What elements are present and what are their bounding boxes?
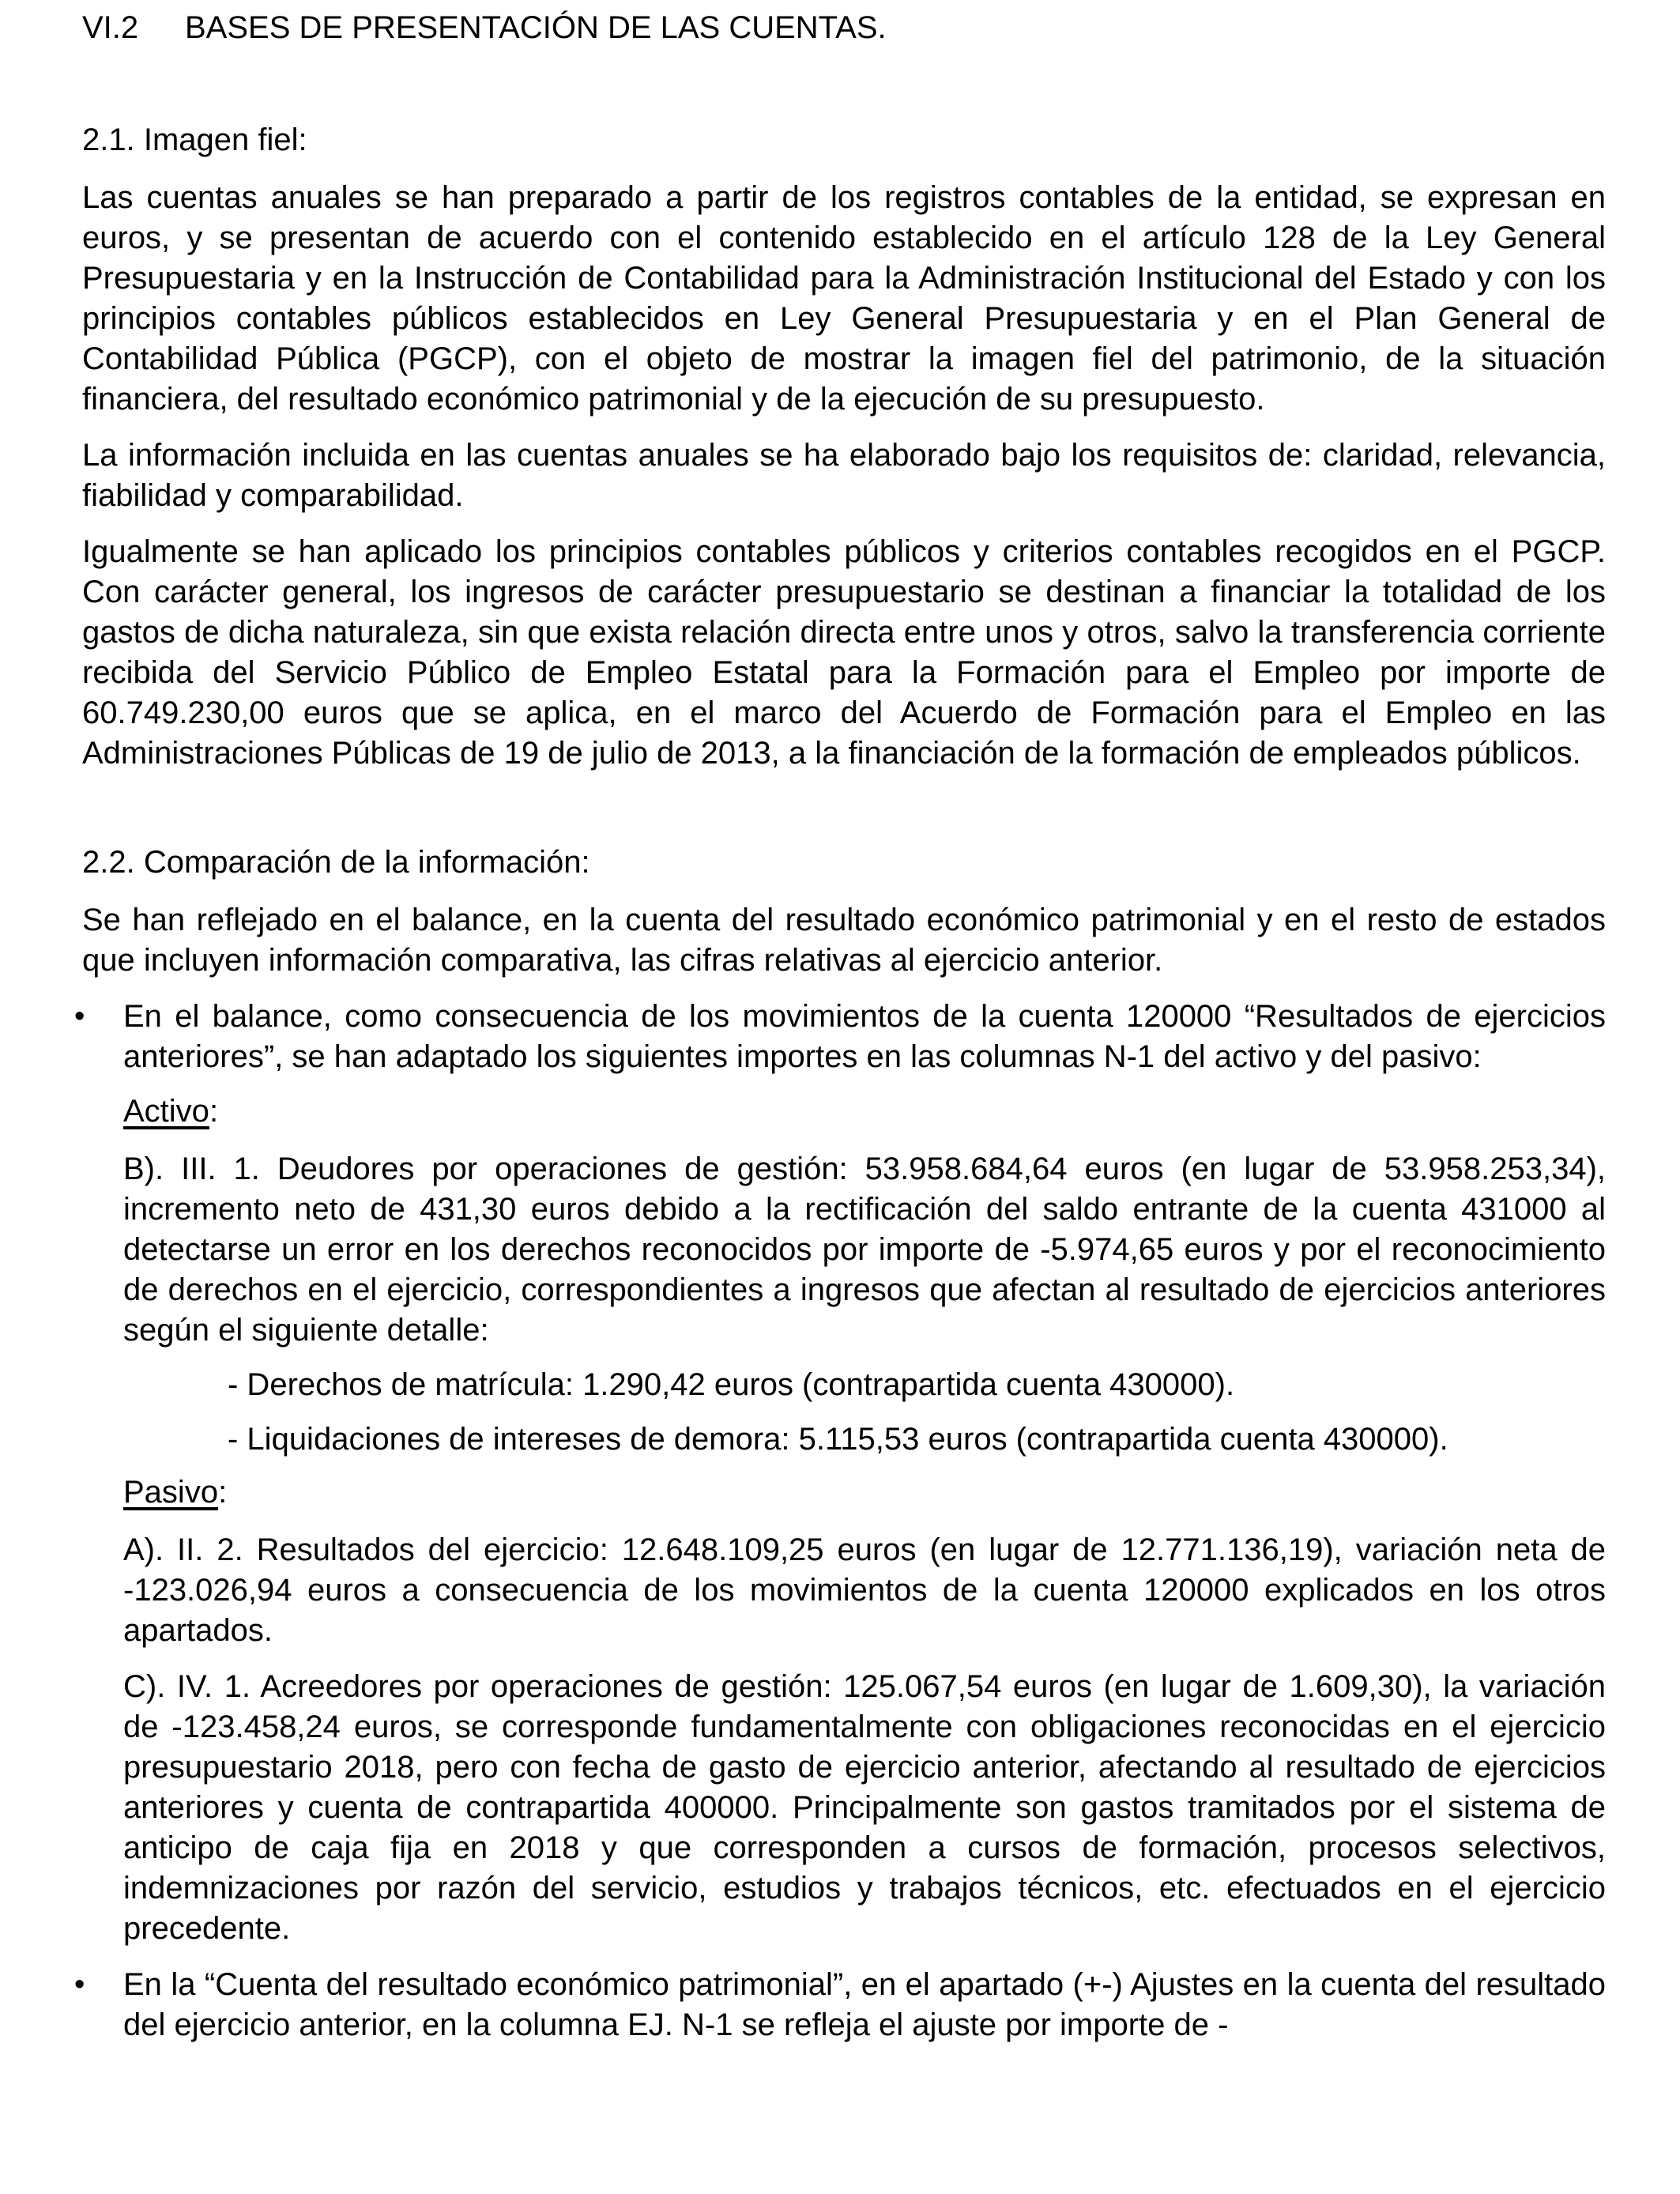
activo-heading bbox=[123, 1091, 1606, 1132]
pasivo-colon: : bbox=[218, 1475, 228, 1510]
pasivo-resultados-text: A). II. 2. Resultados del ejercicio: 12.648.109,25 euros (en lugar de 12.771.136,19), variación neta de -123.026,94 euros a consecuencia de los movimientos de la cuenta 120000 explicados en los otros apartados. bbox=[123, 1532, 1606, 1648]
section-heading-number: VI.2 bbox=[82, 10, 139, 45]
bullet-marker: • bbox=[74, 1000, 85, 1033]
bullet-cuenta-resultado-text: En la “Cuenta del resultado económico patrimonial”, en el apartado (+-) Ajustes en la cuenta del resultado del ejercicio anterior, en la columna EJ. N-1 se refleja el ajuste por importe de - bbox=[123, 1967, 1606, 2042]
document-body bbox=[74, 8, 1606, 2045]
activo-label: Activo bbox=[123, 1094, 209, 1129]
bullet-balance-text: En el balance, como consecuencia de los movimientos de la cuenta 120000 “Resultados de ejercicios anteriores”, se han adaptado los siguientes importes en las columnas N-1 del activo y del pasivo: bbox=[123, 999, 1606, 1074]
subsection-title-comparacion: 2.2. Comparación de la información: bbox=[82, 845, 590, 880]
subsection-title-imagen-fiel: 2.1. Imagen fiel: bbox=[82, 123, 307, 157]
section-heading bbox=[82, 8, 1606, 48]
pasivo-acreedores-text: C). IV. 1. Acreedores por operaciones de gestión: 125.067,54 euros (en lugar de 1.609,30), la variación de -123.458,24 euros, se corresponde fundamentalmente con obligaciones reconocidas en el ejercicio presupuestario 2018, pero con fecha de gasto de ejercicio anterior, afectando al resultado de ejercicios anteriores y cuenta de contrapartida 400000. Principalmente son gastos tramitados por el sistema de anticipo de caja fija en 2018 y que corresponden a cursos de formación, procesos selectivos, indemnizaciones por razón del servicio, estudios y trabajos técnicos, etc. efectuados en el ejercicio precedente. bbox=[123, 1669, 1606, 1946]
detail-intereses-demora: - Liquidaciones de intereses de demora: 5.115,53 euros (contrapartida cuenta 430000). bbox=[228, 1422, 1448, 1457]
paragraph-comparacion-intro: Se han reflejado en el balance, en la cuenta del resultado económico patrimonial y en el resto de estados que incluyen información comparativa, las cifras relativas al ejercicio anterior. bbox=[82, 903, 1606, 978]
pasivo-heading bbox=[123, 1472, 1606, 1513]
pasivo-label: Pasivo bbox=[123, 1475, 219, 1510]
activo-deudores-text: B). III. 1. Deudores por operaciones de gestión: 53.958.684,64 euros (en lugar de 53.958.253,34), incremento neto de 431,30 euros debido a la rectificación del saldo entrante de la cuenta 431000 al detectarse un error en los derechos reconocidos por importe de -5.974,65 euros y por el reconocimiento de derechos en el ejercicio, correspondientes a ingresos que afectan al resultado de ejercicios anteriores según el siguiente detalle: bbox=[123, 1152, 1606, 1348]
detail-derechos-matricula: - Derechos de matrícula: 1.290,42 euros (contrapartida cuenta 430000). bbox=[228, 1367, 1235, 1402]
bullet-item-balance bbox=[74, 997, 1606, 1949]
paragraph-imagen-fiel-2: La información incluida en las cuentas anuales se ha elaborado bajo los requisitos de: claridad, relevancia, fiabilidad y comparabilidad. bbox=[82, 438, 1606, 513]
activo-colon: : bbox=[209, 1094, 219, 1129]
paragraph-imagen-fiel-3: Igualmente se han aplicado los principios contables públicos y criterios contables recogidos en el PGCP. Con carácter general, los ingresos de carácter presupuestario se destinan a financiar la totalidad de los gastos de dicha naturaleza, sin que exista relación directa entre unos y otros, salvo la transferencia corriente recibida del Servicio Público de Empleo Estatal para la Formación para el Empleo por importe de 60.749.230,00 euros que se aplica, en el marco del Acuerdo de Formación para el Empleo en las Administraciones Públicas de 19 de julio de 2013, a la financiación de la formación de empleados públicos. bbox=[82, 534, 1606, 771]
bullet-marker: • bbox=[74, 1968, 85, 2001]
paragraph-imagen-fiel-1: Las cuentas anuales se han preparado a partir de los registros contables de la entidad, se expresan en euros, y se presentan de acuerdo con el contenido establecido en el artículo 128 de la Ley General Presupuestaria y en la Instrucción de Contabilidad para la Administración Institucional del Estado y con los principios contables públicos establecidos en Ley General Presupuestaria y en el Plan General de Contabilidad Pública (PGCP), con el objeto de mostrar la imagen fiel del patrimonio, de la situación financiera, del resultado económico patrimonial y de la ejecución de su presupuesto. bbox=[82, 180, 1606, 417]
section-heading-text: BASES DE PRESENTACIÓN DE LAS CUENTAS. bbox=[185, 10, 887, 45]
bullet-item-cuenta-resultado bbox=[74, 1965, 1606, 2045]
